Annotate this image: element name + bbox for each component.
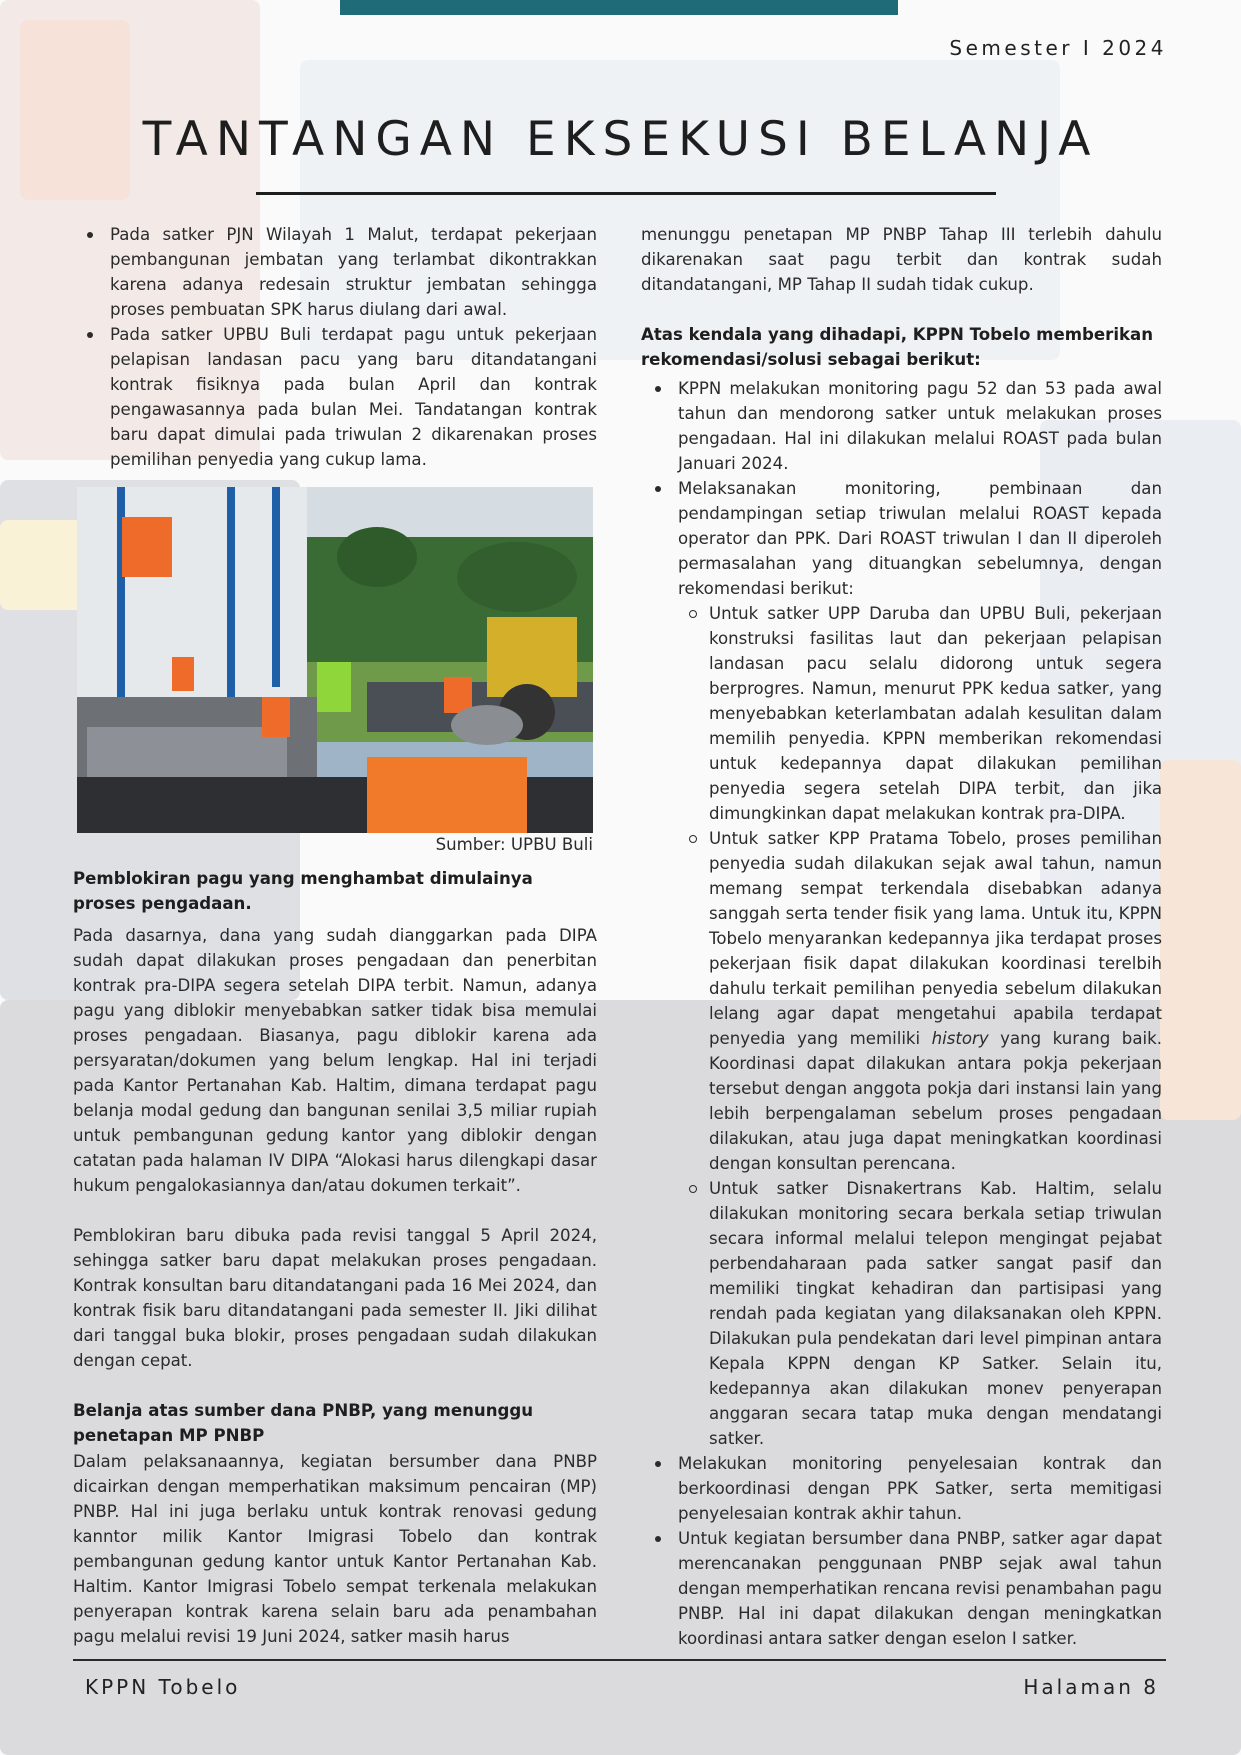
sub-list-item — [678, 826, 1162, 1176]
top-accent-bar — [340, 0, 898, 15]
list-item-text: Melaksanakan monitoring, pembinaan dan pendampingan setiap triwulan melalui ROAST kepada operator dan PPK. Dari ROAST triwulan I dan II diperoleh permasalahan yang dituangkan sebelumnya, dengan rekomendasi berikut: — [678, 479, 1162, 598]
list-item: Pada satker PJN Wilayah 1 Malut, terdapat pekerjaan pembangunan jembatan yang terlambat dikontrakkan karena adanya redesain struktur jembatan sehingga proses pembuatan SPK harus diulang dari awal. — [73, 222, 597, 322]
list-item: KPPN melakukan monitoring pagu 52 dan 53 pada awal tahun dan mendorong satker untuk melakukan proses pengadaan. Hal ini dilakukan melalui ROAST pada bulan Januari 2024. — [641, 376, 1162, 476]
sub-list-item: Untuk satker UPP Daruba dan UPBU Buli, pekerjaan konstruksi fasilitas laut dan pekerjaan pelapisan landasan pacu selalu didorong untuk segera berprogres. Namun, menurut PPK kedua satker, yang menyebabkan keterlambatan adalah kesulitan dalam memilih penyedia. KPPN memberikan rekomendasi untuk kedepannya dapat dilakukan pemilihan penyedia segera setelah DIPA terbit, dan jika dimungkinkan dapat melakukan kontrak pra-DIPA. — [678, 601, 1162, 826]
sub-list-text: yang kurang baik. Koordinasi dapat dilakukan antara pokja pekerjaan tersebut dengan anggota pokja dari instansi lain yang lebih berpengalaman sebelum proses pengadaan dilakukan, atau juga dapat meningkatkan koordinasi dengan konsultan perencana. — [709, 1029, 1162, 1173]
photo-caption: Sumber: UPBU Buli — [435, 835, 593, 854]
list-item: Pada satker UPBU Buli terdapat pagu untuk pekerjaan pelapisan landasan pacu yang baru ditandatangani kontrak fisiknya pada bulan April dan kontrak pengawasannya pada bulan Mei. Tandatangan kontrak baru dapat dimulai pada triwulan 2 dikarenakan proses pemilihan penyedia yang cukup lama. — [73, 322, 597, 472]
list-item: Untuk kegiatan bersumber dana PNBP, satker agar dapat merencanakan penggunaan PNBP sejak awal tahun dengan memperhatikan rencana revisi penambahan pagu PNBP. Hal ini dapat dilakukan dengan meningkatkan koordinasi antara satker dengan eselon I satker. — [641, 1526, 1162, 1651]
footer-office: KPPN Tobelo — [85, 1675, 241, 1699]
left-column — [73, 222, 597, 1649]
semester-label: Semester I 2024 — [949, 36, 1167, 60]
sub-recommendation-list — [678, 601, 1162, 1451]
paragraph: menunggu penetapan MP PNBP Tahap III terlebih dahulu dikarenakan saat pagu terbit dan kontrak sudah ditandatangani, MP Tahap II sudah tidak cukup. — [641, 225, 1162, 294]
paragraph: Pemblokiran baru dibuka pada revisi tanggal 5 April 2024, sehingga satker baru dapat melakukan proses pengadaan. Kontrak konsultan baru ditandatangani pada 16 Mei 2024, dan kontrak fisik baru ditandatangani pada semester II. Jiki dilihat dari tanggal buka blokir, proses pengadaan sudah dilakukan dengan cepat. — [73, 1226, 597, 1370]
section-heading-recommendation: Atas kendala yang dihadapi, KPPN Tobelo memberikan rekomendasi/solusi sebagai berikut: — [641, 325, 1154, 369]
list-item — [641, 476, 1162, 1451]
sub-list-text: Untuk satker KPP Pratama Tobelo, proses pemilihan penyedia sudah dilakukan sejak awal tahun, namun memang sempat terkendala disebabkan adanya sanggah serta tender fisik yang lama. Untuk itu, KPPN Tobelo menyarankan kedepannya jika terdapat proses pekerjaan fisik dapat dilakukan koordinasi terelbih dahulu terkait pemilihan penyedia sebelum dilakukan lelang agar dapat mengetahui apabila terdapat penyedia yang memiliki — [709, 829, 1162, 1048]
section-heading-blocking: Pemblokiran pagu yang menghambat dimulainya proses pengadaan. — [73, 869, 533, 913]
construction-photo — [77, 487, 593, 833]
footer-page-number: Halaman 8 — [1023, 1675, 1159, 1699]
paragraph: Pada dasarnya, dana yang sudah dianggarkan pada DIPA sudah dapat dilakukan proses pengadaan dan penerbitan kontrak pra-DIPA segera setelah DIPA terbit. Namun, adanya pagu yang diblokir menyebabkan satker tidak bisa memulai proses pengadaan. Biasanya, pagu diblokir karena ada persyaratan/dokumen yang belum lengkap. Hal ini terjadi pada Kantor Pertanahan Kab. Haltim, dimana terdapat pagu belanja modal gedung dan bangunan senilai 3,5 miliar rupiah untuk pembangunan gedung kantor yang diblokir dengan catatan pada halaman IV DIPA “Alokasi harus dilengkapi dasar hukum pengalokasiannya dan/atau dokumen terkait”. — [73, 926, 597, 1195]
section-heading-pnbp: Belanja atas sumber dana PNBP, yang menunggu penetapan MP PNBP — [73, 1401, 534, 1445]
list-item: Melakukan monitoring penyelesaian kontrak dan berkoordinasi dengan PPK Satker, serta memitigasi penyelesaian kontrak akhir tahun. — [641, 1451, 1162, 1526]
footer-divider — [73, 1659, 1166, 1661]
page-title: TANTANGAN EKSEKUSI BELANJA — [142, 112, 1099, 167]
title-underline — [256, 192, 996, 195]
paragraph: Dalam pelaksanaannya, kegiatan bersumber dana PNBP dicairkan dengan memperhatikan maksimum pencairan (MP) PNBP. Hal ini juga berlaku untuk kontrak renovasi gedung kanntor milik Kantor Imigrasi Tobelo dan kontrak pembangunan gedung kantor untuk Kantor Pertanahan Kab. Haltim. Kantor Imigrasi Tobelo sempat terkenala melakukan penyerapan kontrak karena selain baru ada penambahan pagu melalui revisi 19 Juni 2024, satker masih harus — [73, 1452, 597, 1646]
italic-term: history — [931, 1029, 989, 1048]
sub-list-item: Untuk satker Disnakertrans Kab. Haltim, selalu dilakukan monitoring secara berkala setiap triwulan secara informal melalui telepon mengingat pejabat perbendaharaan pada satker sangat pasif dan memiliki tingkat kehadiran dan partisipasi yang rendah pada kegiatan yang dilaksanakan oleh KPPN. Dilakukan pula pendekatan dari level pimpinan antara Kepala KPPN dengan KP Satker. Selain itu, kedepannya akan dilakukan monev penyerapan anggaran secara tatap muka dengan mendatangi satker. — [678, 1176, 1162, 1451]
recommendation-list — [641, 376, 1162, 1651]
right-column — [641, 222, 1162, 1651]
intro-bullet-list — [73, 222, 597, 472]
